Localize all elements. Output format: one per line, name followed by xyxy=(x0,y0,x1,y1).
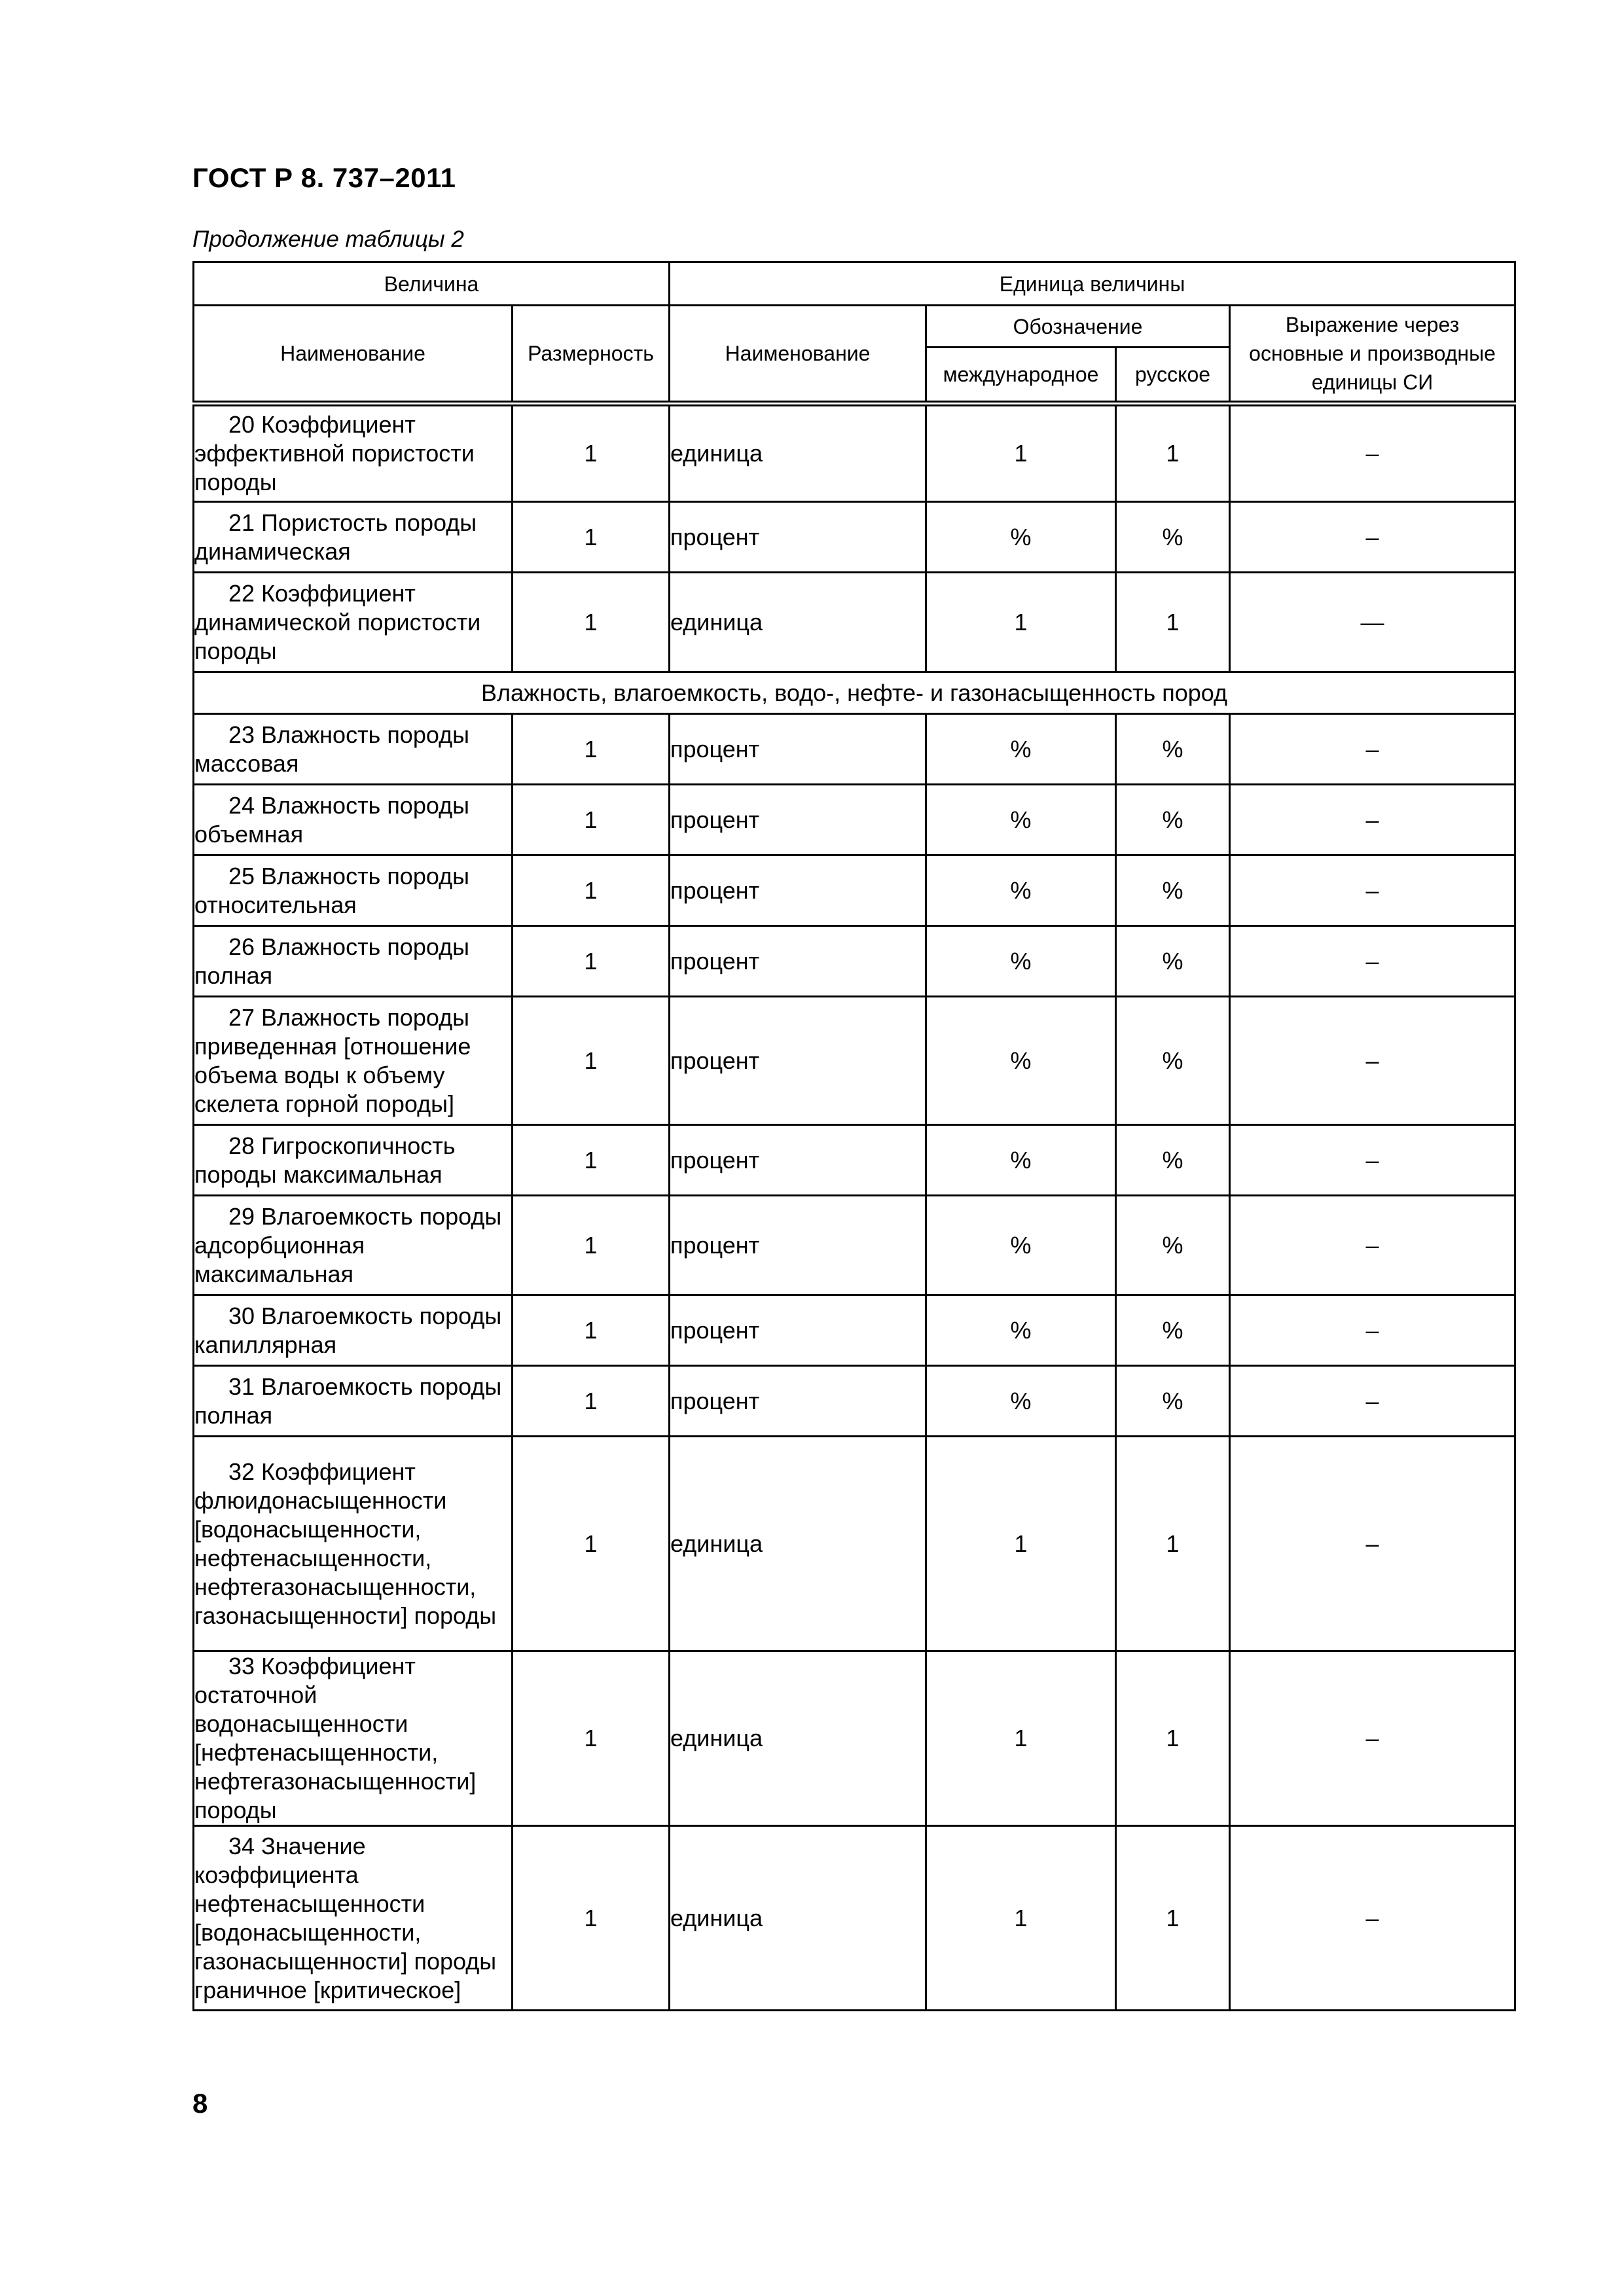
cell-unit-name: единица xyxy=(670,573,926,672)
cell-quantity-name xyxy=(194,1826,513,2011)
quantity-name-text: 31 Влагоемкость породы полная xyxy=(194,1372,502,1429)
cell-russian: % xyxy=(1116,1366,1230,1437)
cell-international: % xyxy=(926,785,1116,855)
table-row xyxy=(194,1125,1515,1196)
cell-dimension: 1 xyxy=(513,1196,670,1295)
cell-quantity-name xyxy=(194,1196,513,1295)
table-row xyxy=(194,855,1515,926)
quantity-name-text: 24 Влажность породы объемная xyxy=(194,791,469,848)
cell-unit-name: процент xyxy=(670,1366,926,1437)
header-name: Наименование xyxy=(194,306,513,404)
cell-dimension: 1 xyxy=(513,997,670,1125)
header-expression: Выражение через основные и производные единицы СИ xyxy=(1230,306,1515,404)
cell-russian: 1 xyxy=(1116,573,1230,672)
table-row xyxy=(194,573,1515,672)
cell-quantity-name xyxy=(194,1437,513,1651)
cell-international: % xyxy=(926,855,1116,926)
cell-expression: – xyxy=(1230,1366,1515,1437)
cell-international: % xyxy=(926,1295,1116,1366)
cell-international: % xyxy=(926,926,1116,997)
cell-quantity-name xyxy=(194,926,513,997)
cell-russian: % xyxy=(1116,1196,1230,1295)
cell-expression: – xyxy=(1230,785,1515,855)
cell-russian: % xyxy=(1116,502,1230,573)
quantity-name-text: 21 Пористость породы динамическая xyxy=(194,509,477,565)
table-row xyxy=(194,785,1515,855)
quantity-name-text: 30 Влагоемкость породы капиллярная xyxy=(194,1302,502,1358)
cell-quantity-name xyxy=(194,573,513,672)
cell-quantity-name xyxy=(194,1295,513,1366)
cell-international: 1 xyxy=(926,573,1116,672)
cell-expression: – xyxy=(1230,1295,1515,1366)
cell-quantity-name xyxy=(194,785,513,855)
header-designation: Обозначение xyxy=(926,306,1230,348)
quantity-name-text: 33 Коэффициент остаточной водонасыщенности [нефтенасыщенности, нефтегазонасыщенности] породы xyxy=(194,1653,477,1823)
cell-dimension: 1 xyxy=(513,855,670,926)
table-body xyxy=(194,404,1515,2011)
table-row xyxy=(194,926,1515,997)
quantity-name-text: 23 Влажность породы массовая xyxy=(194,721,469,777)
cell-international: 1 xyxy=(926,404,1116,502)
cell-international: 1 xyxy=(926,1826,1116,2011)
cell-quantity-name xyxy=(194,404,513,502)
cell-dimension: 1 xyxy=(513,502,670,573)
cell-dimension: 1 xyxy=(513,1826,670,2011)
cell-unit-name: процент xyxy=(670,1295,926,1366)
cell-international: 1 xyxy=(926,1437,1116,1651)
cell-unit-name: процент xyxy=(670,502,926,573)
cell-quantity-name xyxy=(194,997,513,1125)
table-row xyxy=(194,997,1515,1125)
cell-russian: % xyxy=(1116,855,1230,926)
cell-quantity-name xyxy=(194,714,513,785)
header-international: международное xyxy=(926,348,1116,404)
cell-expression: – xyxy=(1230,404,1515,502)
cell-russian: % xyxy=(1116,997,1230,1125)
cell-expression: – xyxy=(1230,1196,1515,1295)
table-row xyxy=(194,404,1515,502)
cell-expression: – xyxy=(1230,1651,1515,1826)
cell-dimension: 1 xyxy=(513,1651,670,1826)
cell-dimension: 1 xyxy=(513,573,670,672)
units-table xyxy=(192,261,1516,2011)
page-number: 8 xyxy=(192,2088,208,2119)
table-row xyxy=(194,1437,1515,1651)
cell-quantity-name xyxy=(194,1125,513,1196)
cell-expression: – xyxy=(1230,855,1515,926)
cell-expression: – xyxy=(1230,1826,1515,2011)
cell-russian: 1 xyxy=(1116,1826,1230,2011)
cell-international: % xyxy=(926,1366,1116,1437)
cell-unit-name: единица xyxy=(670,1437,926,1651)
quantity-name-text: 27 Влажность породы приведенная [отношение объема воды к объему скелета горной породы] xyxy=(194,1003,471,1117)
section-title: Влажность, влагоемкость, водо-, нефте- и газонасыщенность пород xyxy=(194,672,1515,714)
cell-quantity-name xyxy=(194,855,513,926)
table-row xyxy=(194,1196,1515,1295)
cell-dimension: 1 xyxy=(513,1295,670,1366)
cell-dimension: 1 xyxy=(513,926,670,997)
table-caption: Продолжение таблицы 2 xyxy=(192,226,464,252)
table-row xyxy=(194,714,1515,785)
cell-international: % xyxy=(926,997,1116,1125)
quantity-name-text: 29 Влагоемкость породы адсорбционная максимальная xyxy=(194,1202,502,1287)
quantity-name-text: 32 Коэффициент флюидонасыщенности [водонасыщенности, нефтенасыщенности, нефтегазонасыщенности, газонасыщенности] породы xyxy=(194,1458,497,1629)
cell-expression: – xyxy=(1230,1125,1515,1196)
cell-international: % xyxy=(926,1196,1116,1295)
cell-quantity-name xyxy=(194,1366,513,1437)
cell-international: % xyxy=(926,714,1116,785)
cell-russian: 1 xyxy=(1116,1651,1230,1826)
cell-unit-name: единица xyxy=(670,1651,926,1826)
cell-russian: % xyxy=(1116,785,1230,855)
table-row xyxy=(194,1826,1515,2011)
header-unit: Единица величины xyxy=(670,262,1515,306)
cell-unit-name: процент xyxy=(670,997,926,1125)
cell-expression: – xyxy=(1230,502,1515,573)
cell-unit-name: процент xyxy=(670,785,926,855)
cell-russian: % xyxy=(1116,714,1230,785)
quantity-name-text: 25 Влажность породы относительная xyxy=(194,862,469,918)
header-dimension: Размерность xyxy=(513,306,670,404)
section-row xyxy=(194,672,1515,714)
header-quantity: Величина xyxy=(194,262,670,306)
cell-quantity-name xyxy=(194,502,513,573)
cell-expression: – xyxy=(1230,1437,1515,1651)
cell-quantity-name xyxy=(194,1651,513,1826)
quantity-name-text: 22 Коэффициент динамической пористости породы xyxy=(194,579,481,664)
cell-unit-name: процент xyxy=(670,714,926,785)
document-title: ГОСТ Р 8. 737–2011 xyxy=(192,162,456,193)
cell-russian: 1 xyxy=(1116,404,1230,502)
cell-expression: – xyxy=(1230,926,1515,997)
cell-unit-name: процент xyxy=(670,926,926,997)
header-russian: русское xyxy=(1116,348,1230,404)
cell-international: 1 xyxy=(926,1651,1116,1826)
table-row xyxy=(194,1651,1515,1826)
table-row xyxy=(194,502,1515,573)
cell-international: % xyxy=(926,502,1116,573)
cell-dimension: 1 xyxy=(513,1125,670,1196)
cell-russian: % xyxy=(1116,1295,1230,1366)
cell-unit-name: единица xyxy=(670,404,926,502)
quantity-name-text: 34 Значение коэффициента нефтенасыщенности [водонасыщенности, газонасыщенности] породы граничное [критическое] xyxy=(194,1832,497,2003)
cell-dimension: 1 xyxy=(513,1437,670,1651)
cell-dimension: 1 xyxy=(513,1366,670,1437)
cell-unit-name: единица xyxy=(670,1826,926,2011)
table-row xyxy=(194,1295,1515,1366)
cell-expression: — xyxy=(1230,573,1515,672)
cell-expression: – xyxy=(1230,714,1515,785)
cell-unit-name: процент xyxy=(670,1196,926,1295)
cell-unit-name: процент xyxy=(670,855,926,926)
cell-dimension: 1 xyxy=(513,404,670,502)
cell-dimension: 1 xyxy=(513,785,670,855)
header-unit-name: Наименование xyxy=(670,306,926,404)
cell-expression: – xyxy=(1230,997,1515,1125)
cell-dimension: 1 xyxy=(513,714,670,785)
table-row xyxy=(194,1366,1515,1437)
cell-international: % xyxy=(926,1125,1116,1196)
quantity-name-text: 20 Коэффициент эффективной пористости породы xyxy=(194,411,475,495)
cell-russian: 1 xyxy=(1116,1437,1230,1651)
cell-russian: % xyxy=(1116,1125,1230,1196)
quantity-name-text: 26 Влажность породы полная xyxy=(194,933,469,989)
quantity-name-text: 28 Гигроскопичность породы максимальная xyxy=(194,1132,456,1188)
cell-russian: % xyxy=(1116,926,1230,997)
cell-unit-name: процент xyxy=(670,1125,926,1196)
